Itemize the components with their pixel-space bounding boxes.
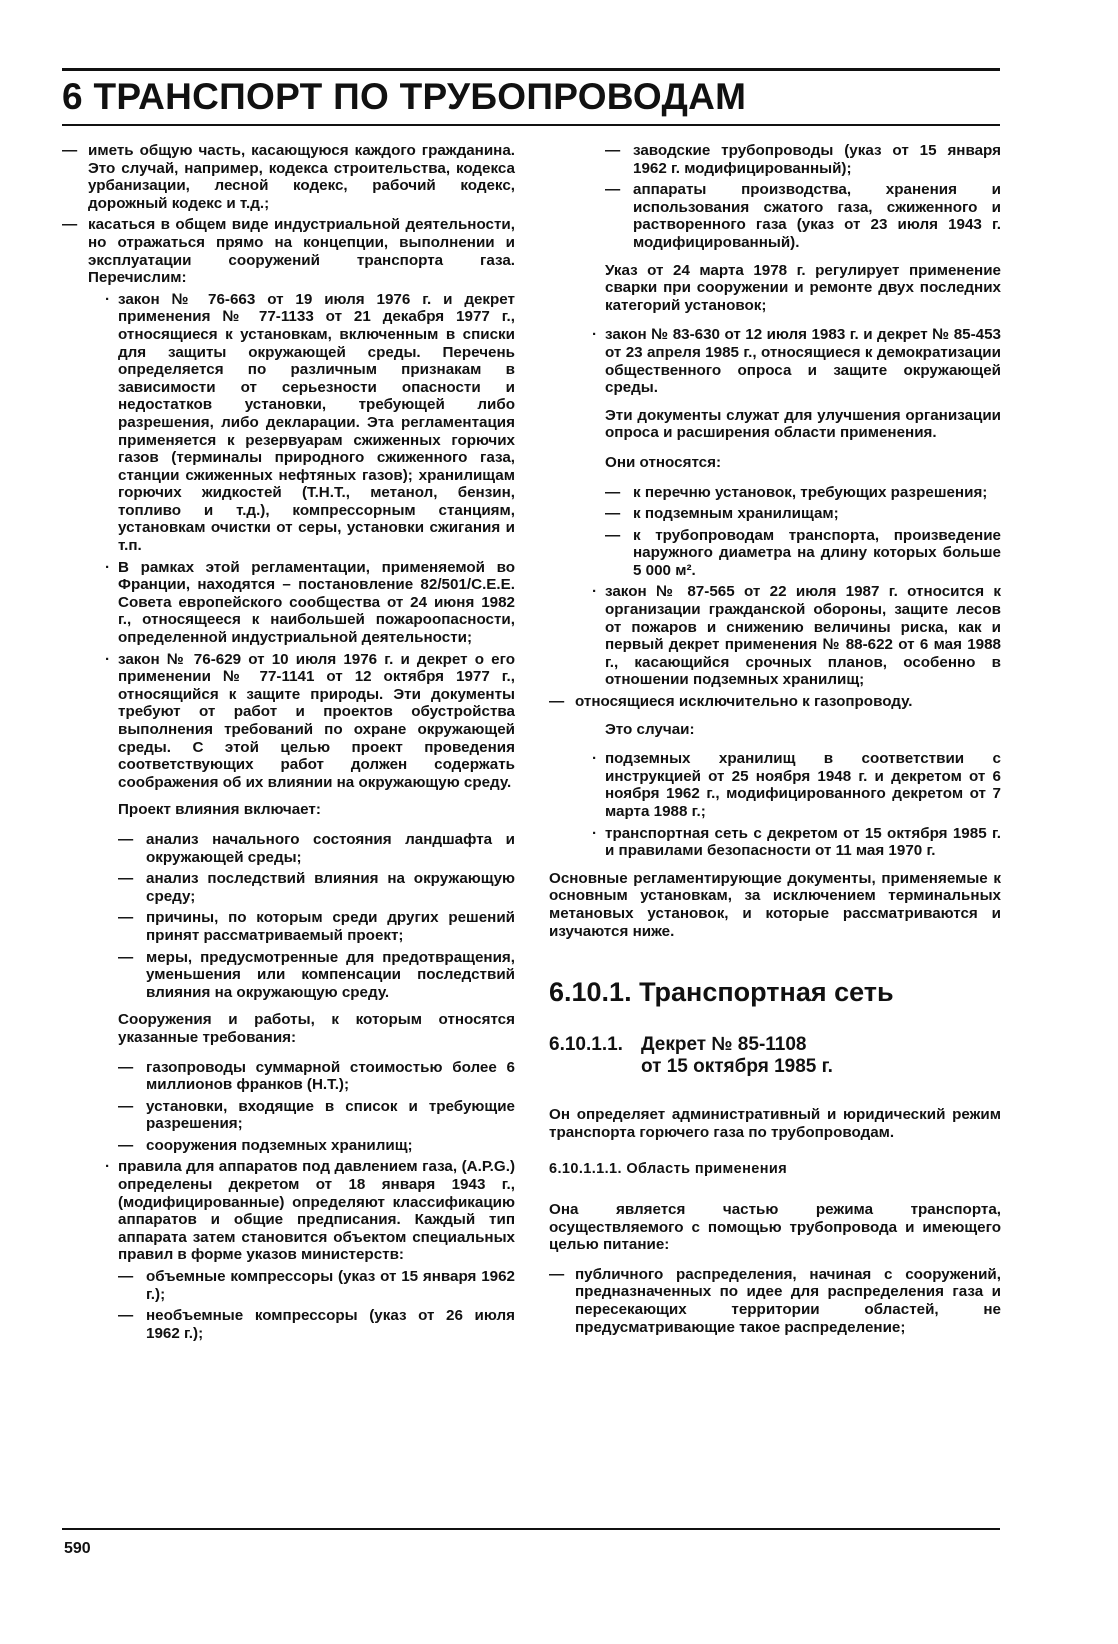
- subsection-title-line1: Декрет № 85-1108: [641, 1034, 807, 1056]
- item-text: заводские трубопроводы (указ от 15 января 1962 г. модифицированный);: [633, 142, 1001, 177]
- item-text: закон № 76-663 от 19 июля 1976 г. и декрет применения № 77-1133 от 21 декабря 1977 г., относящиеся к установкам, включенным в списки для защиты окружающей среды. Перечень определяется по различным признакам в зависимости от серьезности опасности и недостатков установки, требующей либо разрешения, либо декларации. Эта регламентация применяется к резервуарам сжиженных горючих газов (терминалы природного сжиженного газа, станции сжиженных нефтяных газов); хранилищам горючих жидкостей (Т.Н.Т., метанол, бензин, топливо и т.д.), компрессорным станциям, установкам очистки от серы, установки сжигания и т.п.: [118, 290, 515, 555]
- dash-marker: —: [118, 870, 134, 888]
- item-text: установки, входящие в список и требующие разрешения;: [146, 1097, 515, 1133]
- chapter-title: 6 ТРАНСПОРТ ПО ТРУБОПРОВОДАМ: [62, 76, 747, 117]
- dash-item: [549, 505, 1001, 523]
- dash-item: [62, 909, 515, 944]
- subsection-number: 6.10.1.1.: [549, 1034, 623, 1056]
- dash-marker: —: [549, 693, 565, 711]
- dash-item: [62, 142, 515, 212]
- dash-item: [62, 1137, 515, 1155]
- paragraph: Это случаи:: [605, 720, 695, 738]
- bullet-item: [549, 750, 1001, 820]
- page-number: 590: [64, 1540, 91, 1557]
- item-text: В рамках этой регламентации, применяемой во Франции, находятся – постановление 82/501/С.Е.Е. Совета европейского сообщества от 24 июня 1982 г., относящееся к наибольшей пожароопасности, определенной индустриальной деятельности;: [118, 558, 515, 647]
- dash-marker: —: [605, 181, 621, 199]
- dash-marker: —: [62, 216, 78, 234]
- minor-heading: 6.10.1.1.1. Область применения: [549, 1161, 788, 1178]
- bullet-marker: ·: [105, 1158, 111, 1176]
- dash-item: [549, 142, 1001, 177]
- paragraph: Она является частью режима транспорта, осуществляемого с помощью трубопровода и имеющего целью питание:: [549, 1200, 1001, 1254]
- dash-marker: —: [118, 830, 134, 848]
- paragraph: Сооружения и работы, к которым относятся указанные требования:: [118, 1011, 515, 1046]
- bullet-marker: ·: [105, 650, 111, 668]
- dash-marker: —: [118, 1058, 134, 1076]
- item-text: причины, по которым среди других решений принят рассматриваемый проект;: [146, 909, 515, 944]
- item-text: транспортная сеть с декретом от 15 октября 1985 г. и правилами безопасности от 11 мая 1970 г.: [605, 824, 1001, 860]
- item-text: касаться в общем виде индустриальной деятельности, но отражаться прямо на концепции, выполнении и эксплуатации сооружений транспорта газа. Перечислим:: [88, 216, 515, 287]
- item-text: анализ последствий влияния на окружающую среду;: [146, 870, 515, 905]
- item-text: меры, предусмотренные для предотвращения, уменьшения или компенсации последствий влияния на окружающую среду.: [146, 948, 515, 1001]
- section-heading: 6.10.1. Транспортная сеть: [549, 977, 894, 1008]
- dash-marker: —: [118, 1097, 134, 1115]
- bullet-item: [62, 559, 515, 647]
- dash-item: [62, 1307, 515, 1342]
- left-column: [62, 142, 515, 1346]
- item-text: закон № 76-629 от 10 июля 1976 г. и декрет о его применении № 77-1141 от 12 октября 1977 г., относящийся к защите природы. Эти документы требуют от работ и проектов обустройства выполнения требований по охране окружающей среды. С этой целью проект проведения соответствующих работ должен содержать соображения об их влиянии на окружающую среду.: [118, 650, 515, 791]
- subsection-heading: [549, 1034, 1001, 1078]
- top-rule: [62, 68, 1000, 71]
- dash-item: [549, 181, 1001, 251]
- dash-item: [549, 527, 1001, 580]
- dash-marker: —: [605, 142, 621, 159]
- dash-marker: —: [549, 1265, 565, 1283]
- bullet-marker: ·: [592, 326, 598, 344]
- dash-item: [62, 1268, 515, 1303]
- dash-marker: —: [118, 1307, 134, 1325]
- item-text: иметь общую часть, касающуюся каждого гражданина. Это случай, например, кодекса строительства, кодекса урбанизации, лесной кодекс, рабочий кодекс, дорожный кодекс и т.д.;: [88, 142, 515, 212]
- bullet-item: [62, 1158, 515, 1264]
- dash-item: [549, 484, 1001, 502]
- subsection-title-line2: от 15 октября 1985 г.: [641, 1056, 833, 1078]
- bullet-item: [62, 651, 515, 792]
- paragraph: Они относятся:: [605, 453, 722, 471]
- dash-marker: —: [605, 483, 621, 501]
- item-text: газопроводы суммарной стоимостью более 6 миллионов франков (Н.Т.);: [146, 1058, 515, 1094]
- item-text: относящиеся исключительно к газопроводу.: [575, 693, 913, 711]
- item-text: необъемные компрессоры (указ от 26 июля 1962 г.);: [146, 1307, 515, 1342]
- bullet-item: [549, 326, 1001, 396]
- dash-item: [549, 1266, 1001, 1336]
- paragraph: Проект влияния включает:: [118, 801, 321, 819]
- paragraph: Он определяет административный и юридический режим транспорта горючего газа по трубопроводам.: [549, 1106, 1001, 1141]
- bullet-marker: ·: [592, 583, 598, 601]
- bullet-item: [549, 583, 1001, 689]
- bullet-marker: ·: [105, 558, 111, 576]
- paragraph: Указ от 24 марта 1978 г. регулирует применение сварки при сооружении и ремонте двух последних категорий установок;: [605, 261, 1001, 314]
- bullet-item: [62, 291, 515, 555]
- item-text: сооружения подземных хранилищ;: [146, 1136, 413, 1154]
- item-text: к перечню установок, требующих разрешения;: [633, 483, 988, 501]
- item-text: закон № 83-630 от 12 июля 1983 г. и декрет № 85-453 от 23 апреля 1985 г., относящиеся к демократизации общественного опроса и защите окружающей среды.: [605, 326, 1001, 397]
- bullet-item: [549, 825, 1001, 860]
- item-text: аппараты производства, хранения и использования сжатого газа, сжиженного и растворенного газа (указ от 23 июля 1943 г. модифицированный).: [633, 181, 1001, 251]
- dash-item: [62, 949, 515, 1002]
- dash-item: [62, 870, 515, 905]
- dash-marker: —: [118, 1136, 134, 1154]
- dash-item: [62, 831, 515, 866]
- item-text: к трубопроводам транспорта, произведение наружного диаметра на длину которых больше 5 000 м².: [633, 526, 1001, 579]
- dash-marker: —: [118, 909, 134, 927]
- paragraph: Основные регламентирующие документы, применяемые к основным установкам, за исключением терминальных метановых установок, и которые рассматриваются и изучаются ниже.: [549, 869, 1001, 940]
- item-text: к подземным хранилищам;: [633, 505, 839, 523]
- bullet-marker: ·: [105, 290, 111, 308]
- dash-item: [62, 1059, 515, 1094]
- paragraph: Эти документы служат для улучшения организации опроса и расширения области применения.: [605, 406, 1001, 442]
- dash-marker: —: [605, 505, 621, 523]
- bullet-marker: ·: [592, 750, 598, 768]
- item-text: подземных хранилищ в соответствии с инструкцией от 25 ноября 1948 г. и декретом от 6 ноября 1962 г., модифицированного декретом от 7 марта 1988 г.;: [605, 750, 1001, 820]
- dash-item: [62, 1098, 515, 1133]
- item-text: объемные компрессоры (указ от 15 января 1962 г.);: [146, 1268, 515, 1303]
- footer-rule: [62, 1528, 1000, 1530]
- dash-marker: —: [118, 948, 134, 966]
- dash-marker: —: [605, 526, 621, 544]
- dash-marker: —: [62, 142, 78, 159]
- item-text: закон № 87-565 от 22 июля 1987 г. относится к организации гражданской обороны, защите лесов от пожаров и снижению величины риска, как и первый декрет применения № 88-622 от 6 мая 1988 г., касающийся срочных планов, особенно в отношении подземных хранилищ;: [605, 583, 1001, 689]
- right-column: [549, 142, 1001, 1340]
- dash-item: [62, 216, 515, 286]
- dash-item: [549, 693, 1001, 711]
- item-text: публичного распределения, начиная с сооружений, предназначенных по идее для распределения газа и пересекающих территории областей, не предусматривающие такое распределение;: [575, 1265, 1001, 1336]
- bullet-marker: ·: [592, 824, 598, 842]
- item-text: правила для аппаратов под давлением газа, (А.Р.G.) определены декретом от 18 января 1943 г., (модифицированные) определяют классификацию аппаратов и общие предписания. Каждый тип аппарата затем становится объектом специальных правил в форме указов министерств:: [118, 1158, 515, 1264]
- header-rule: [62, 124, 1000, 126]
- item-text: анализ начального состояния ландшафта и окружающей среды;: [146, 830, 515, 866]
- dash-marker: —: [118, 1268, 134, 1286]
